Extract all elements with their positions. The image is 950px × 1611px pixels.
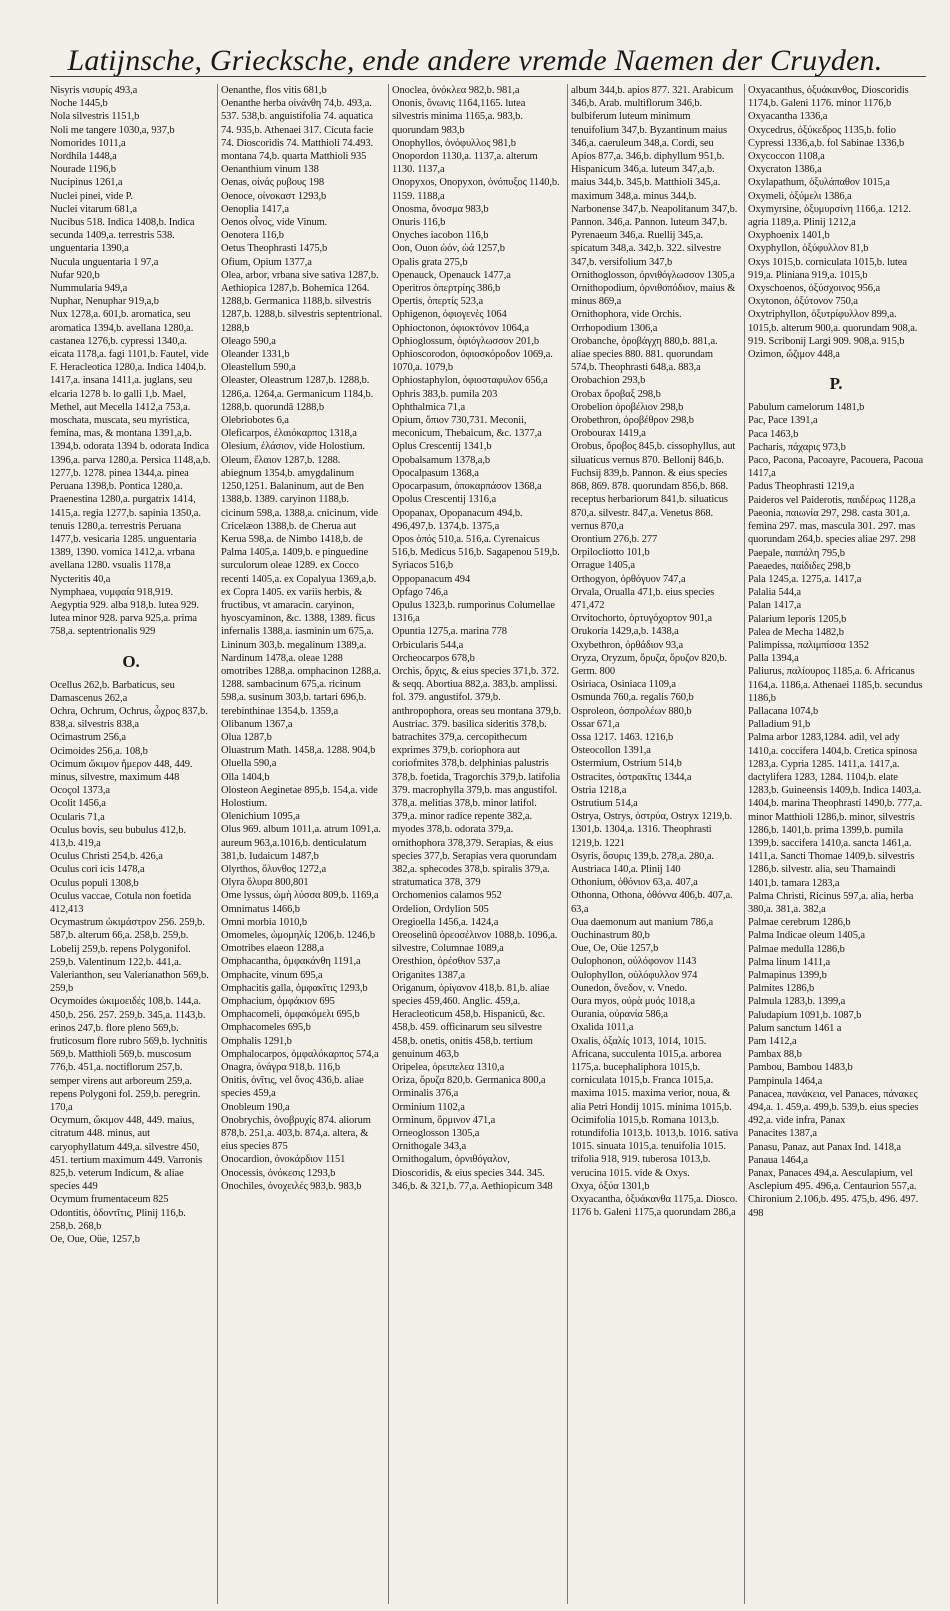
index-entry: Palimpissa, παλιμπίσσα 1352 [748,639,869,651]
index-entry: Oura myos, οὐρὰ μυός 1018,a [571,996,695,1008]
index-entry: Omphacite, vinum 695,a [221,969,323,981]
index-entry: Onobrychis, ὀνοβρυχίς 874. aliorum 878,b. 251,a. 403,b. 874,a. altera, & eius species 875 [221,1114,371,1153]
index-entry: Onagra, ὀνάγρα 918,b. 116,b [221,1062,341,1074]
index-entry: Opalis grata 275,b [392,256,468,268]
index-entry: Ophthalmica 71,a [392,401,466,413]
index-entry: Oluastrum Math. 1458,a. 1288. 904,b [221,745,376,757]
column-divider [567,84,568,1604]
index-entry: Orrague 1405,a [571,560,635,572]
index-entry: Ordelion, Ordylion 505 [392,903,489,915]
index-entry: Nuclei vitarum 681,a [50,203,137,215]
index-entry: Ostrutium 514,a [571,797,638,809]
index-entry: Palmites 1286,b [748,983,815,995]
index-entry: Orobus, ὄροβος 845,b. cissophyllus, aut siluaticus vernus 870. Bellonij 846,b. Fuchsij 839,b. Pannon. & eius species 868, 869. 878. quorundam 856,b. 868. receptus herbariorum 841,b. siluaticus 870,a. silvestr. 847,a. Venetus 868. vernus 870,a [571,441,736,532]
section-letter: P. [829,374,843,394]
index-entry: Palmapinus 1399,b [748,970,827,981]
index-entry: Omomeles, ὠμομηλίς 1206,b. 1246,b [221,930,376,941]
index-entry: Ozimon, ὤζιμον 448,a [748,349,840,361]
index-entry: Olua 1287,b [221,731,272,743]
index-entry: Oe, Oue, Oüe, 1257,b [50,1234,140,1246]
index-entry: Oxymeli, ὀξύμελι 1386,a [748,190,852,202]
index-entry: Opos ὀπός 510,a. 516,a. Cyrenaicus 516,b. Medicus 516,b. Sagapenou 519,b. Syriacos 516,b [392,533,560,572]
index-entry: album 344,b. apios 877. 321. Arabicum 346,b. Arab. multiflorum 346,b. bulbiferum luteum minimum tenuifolium 347,b. Byzantinum maius 346,a. caeruleum 348,a. Cordi, seu Apios 877,a. 346,b. diphyllum 951,b. Hispanicum 346,a. luteum 347,a,b. maius 344,b. 345,b. Matthioli 345,a. maximum 348,a. minus 344,b. Narbonense 347,b. Neapolitanum 347,b. Pannon. 346,a. Pannon. luteum 347,b. Pyrenaeum 346,a. Ruellij 345,a. spicatum 348,a. 342,b. 322. silvestre 347,b. versifolium 347,b [571,85,738,268]
index-entry: Olenichium 1095,a [221,811,300,823]
index-entry: Palmae medulla 1286,b [748,943,845,955]
index-entry: Onobleum 190,a [221,1101,290,1113]
index-entry: Nycteritis 40,a [50,573,111,585]
index-entry: Omni morbia 1010,b [221,916,307,928]
index-entry: Oleaster, Oleastrum 1287,b. 1288,b. 1286,a. 1264,a. Germanicum 1184,b. 1288,b. quorundā 1288,b [221,375,374,413]
index-entry: Pacharis, πάχαρις 973,b [748,441,846,453]
index-entry: Osiriaca, Osiniaca 1109,a [571,679,676,691]
index-entry: Oxya, ὀξύα 1301,b [571,1180,650,1192]
index-entry: Pac, Pace 1391,a [748,415,818,427]
index-entry: Ostria 1218,a [571,784,627,796]
index-entry: Olla 1404,b [221,771,270,783]
index-entry: Ornithopodium, ὀρνιθοπόδιον, maius & minus 869,a [571,283,736,308]
index-entry: Nuclei pinei, vide P. [50,190,133,202]
index-entry: Paepale, παιπάλη 795,b [748,547,845,559]
index-entry: Osproleon, ὀσπρολέων 880,b [571,705,692,717]
index-entry: Nufar 920,b [50,269,100,281]
index-entry: Pambou, Bambou 1483,b [748,1062,853,1074]
index-entry: Oxys 1015,b. corniculata 1015,b. lutea 919,a. Plinianа 919,a. 1015,b [748,256,907,281]
index-entry: Ophiostaphylon, ὀφιοσταφυλον 656,a [392,375,548,387]
index-entry: Panaua 1464,a [748,1154,808,1166]
index-entry: Omphacomeles 695,b [221,1022,311,1034]
index-entry: Paideros vel Paiderotis, παιδέρως 1128,a [748,494,916,506]
index-entry: Nymphaea, νυμφαία 918,919. Aegyptia 929. alba 918,b. lutea 929. lutea minor 928. parva 925,a. prima 758,a. septentrionalis 929 [50,586,199,638]
index-entry: Omphalocarpos, ὀμφαλόκαρπος 574,a [221,1048,379,1060]
index-entry: Osteocollon 1391,a [571,745,651,757]
index-entry: Ostrya, Ostrys, ὀστρύα, Ostryx 1219,b. 1301,b. 1304,a. 1316. Theophrasti 1219,b. 1221 [571,811,733,849]
index-entry: Omphacium, ὀμφάκιον 695 [221,996,335,1008]
index-entry: Oxytonon, ὀξύτονον 750,a [748,296,858,308]
index-entry: Opopanax, Opopanacum 494,b. 496,497,b. 1374,b. 1375,a [392,507,523,532]
index-entry: Onopordon 1130,a. 1137,a. alterum 1130. 1137,a [392,151,538,176]
index-entry: Noli me tangere 1030,a, 937,b [50,124,175,136]
index-entry: Orontium 276,b. 277 [571,533,658,545]
index-entry: Opobalsamum 1378,a,b [392,454,491,466]
index-entry: Ocymum frumentaceum 825 [50,1194,169,1206]
index-entry: Opuntia 1275,a. marina 778 [392,626,507,638]
index-entry: Oculus populi 1308,b [50,877,139,889]
index-entry: Oplus Crescentij 1341,b [392,441,492,453]
index-entry: Panax, Panaces 494,a. Aesculapium, vel Asclepium 495. 496,a. Centaurion 557,a. Chironium 2.106,b. 495. 475,b. 496. 497. 498 [748,1168,919,1219]
index-entry: Oriza, ὄρυζα 820,b. Germanica 800,a [392,1075,546,1087]
index-entry: Palarium leporis 1205,b [748,613,847,625]
index-entry: Ocimoides 256,a. 108,b [50,745,148,757]
index-entry: Oleastellum 590,a [221,362,296,374]
index-entry: Ocymum, ὤκιμον 448, 449. maius, citratum 448. minus, aut caryophyllatum 449,a. silvestre 450, 451. tertium maximum 449. Varronis 825,b. veterum Indicum, & aliae species 449 [50,1115,203,1193]
index-entry: Ophris 383,b. pumila 203 [392,388,498,400]
index-entry: Olibanum 1367,a [221,718,293,730]
index-entry: Oryza, Oryzum, ὄρυζα, ὄρυζον 820,b. Germ. 800 [571,652,727,677]
index-entry: Olyrthos, ὄλυνθος 1272,a [221,863,327,875]
index-entry: Ossa 1217. 1463. 1216,b [571,731,674,743]
index-entry: Onocardion, ὀνοκάρδιον 1151 [221,1154,346,1166]
index-entry: Orpilocliotto 101,b [571,547,650,559]
index-entry: Ocymastrum ὠκιμάστρον 256. 259,b. 587,b. alterum 66,a. 258,b. 259,b. Lobelij 259,b. repens Polygonifol. 259,b. Valentinum 122,b. 441,a. Valerianthon, seu Valerianathon 569,b. 259,b [50,917,209,995]
index-entry: Oleum, ἔλαιον 1287,b. 1288. abiegnum 1354,b. amygdalinum 1250,1251. Balaninum, aut de Ben 1388,b. 1389. caryinon 1188,b. cicinum 598,a. 1388,a. cnicinum, vide Cricelæon 1388,b. de Cherua aut Kerua 598,a. de Nimbo 1418,b. de Palma 1405,a. 1409,b. e pinguedine surculorum oleae 1289. ex Cocco recenti 1405,a. ex Copalyua 1369,a,b. ex Copra 1405. ex variis herbis, & fructibus, vt amaracin. caryinon, hyoscyaminon, &c. 1388, 1389. ficus infernalis 1388,a. iasminin um 675,a. Lininum 303,b. megalinum 1389,a. Nardinum 1478,a. oleae 1288 omotribes 1288,a. omphacinon 1288,a. 1288. sambacinum 675,a. ricinum 598,a. susinum 303,b. tartari 696,b. terebinthinae 1354,b. 1359,a [221,454,381,717]
index-entry: Ome lyssus, ὠμὴ λύσσα 809,b. 1169,a [221,890,379,902]
index-entry: Pallacana 1074,b [748,705,819,717]
column-divider [744,84,745,1604]
index-entry: Panacites 1387,a [748,1128,817,1140]
index-entry: Ocimastrum 256,a [50,732,126,744]
index-entry: Oculus vaccae, Cotula non foetida 412,413 [50,890,192,915]
index-entry: Oxymyrsine, ὀξυμυρσίνη 1166,a. 1212. agria 1189,a. Plinij 1212,a [748,203,911,229]
index-entry: Panasu, Panaz, aut Panax Ind. 1418,a [748,1141,901,1153]
index-entry: Oleago 590,a [221,335,276,347]
index-entry: Palan 1417,a [748,600,802,612]
index-entry: Oenoplia 1417,a [221,203,289,215]
index-entry: Oulophyllon, οὐλόφυλλον 974 [571,969,698,981]
index-entry: Ophioscorodon, ὀφιοσκόροδον 1069,a. 1070,a. 1079,b [392,349,553,374]
index-entry: Ouchinastrum 80,b [571,930,650,941]
index-entry: Oua daemonum aut manium 786,a [571,916,714,928]
index-entry: Palmula 1283,b. 1399,a [748,996,846,1008]
index-entry: Onuris 116,b [392,217,446,229]
index-entry: Oxyacanthus, ὀξυάκανθος, Dioscoridis 1174,b. Galeni 1176. minor 1176,b [748,85,909,110]
index-entry: Oxyacantha 1336,a [748,111,828,123]
index-entry: Orobelion ὀροβέλιον 298,b [571,401,684,413]
index-entry: Palma Christi, Ricinus 597,a. alia, herba 380,a. 381,a. 382,a [748,890,914,915]
index-entry: Orobachion 293,b [571,375,646,387]
index-entry: Olyra ὄλυρα 800,801 [221,877,309,889]
index-entry: Oregioella 1456,a. 1424,a [392,916,499,928]
index-entry: Palmae cerebrum 1286,b [748,917,851,929]
index-entry: Paeaedes, παίδιδες 298,b [748,560,851,572]
index-entry: Othonna, Othona, ὀθόννα 406,b. 407,a. 63,a [571,890,733,915]
index-entry: Ocularis 71,a [50,811,105,823]
index-entry: Oenanthe, flos vitis 681,b [221,85,327,96]
index-entry: Oreoselinū ὀρεοσέλινον 1088,b. 1096,a. silvestre, Columnae 1089,a [392,930,558,955]
index-entry: Palma linum 1411,a [748,956,831,968]
index-entry: Orobourax 1419,a [571,428,646,440]
index-entry: Orobethron, ὀροβέθρον 298,b [571,415,694,427]
index-entry: Palla 1394,a [748,653,799,665]
index-entry: Pambax 88,b [748,1049,802,1061]
index-entry: Osyris, ὄσυρις 139,b. 278,a. 280,a. Austriaca 140,a. Plinij 140 [571,850,714,875]
index-entry: Ornithophora, vide Orchis. [571,309,682,321]
index-entry: Omphalis 1291,b [221,1035,292,1047]
index-entry: Opertis, ὀπερτίς 523,a [392,296,484,308]
index-entry: Ourania, οὐρανία 586,a [571,1009,668,1021]
index-entry: Oripelea, ὀρειπελεα 1310,a [392,1062,505,1074]
index-entry: Onitis, ὀνῖτις, vel ὄνος 436,b. aliae species 459,a [221,1075,364,1100]
index-entry: Oppopanacum 494 [392,573,471,585]
index-column-4 [571,84,739,1604]
index-entry: Olus 969. album 1011,a. atrum 1091,a. aureum 963,a.1016,b. denticulatum 381,b. Iudaicum 1487,b [221,824,381,862]
index-entry: Orrhopodium 1306,a [571,322,658,334]
index-entry: Ophioglossum, ὀφιόγλωσσον 201,b [392,335,540,347]
index-entry: Onochiles, ὀνοχειλές 983,b. 983,b [221,1180,362,1192]
index-entry: Ophioctonon, ὀφιοκτόνον 1064,a [392,322,529,334]
index-entry: Palladium 91,b [748,719,811,731]
index-entry: Ostracites, ὀστρακῖτις 1344,a [571,771,692,783]
index-entry: Paliurus, παλίουρος 1185,a. 6. Africanus 1164,a. 1186,a. Athenaei 1185,b. secundus 1186,b [748,666,923,704]
index-entry: Oleander 1331,b [221,349,290,361]
index-entry: Ocymoides ὠκιμοειδές 108,b. 144,a. 450,b. 256. 257. 259,b. 345,a. 1143,b. erinos 247,b. flore pleno 569,b. fruticosum flore rubro 569,b. lychnitis 569,b. Matthioli 569,b. muscosum 776,b. 451,a. noctiflorum 257,b. semper virens aut arboreum 259,a. repens Polygoni fol. 259,b. peregrin. 170,a [50,996,208,1114]
index-entry: Paca 1463,b [748,428,799,440]
index-entry: Oxycraton 1386,a [748,164,822,176]
index-entry: Ononis, ὄνωνις 1164,1165. lutea silvestris minima 1165,a. 983,b. quorundam 983,b [392,98,526,136]
index-entry: Nourade 1196,b [50,164,116,176]
index-entry: Nola silvestris 1151,b [50,111,140,123]
index-entry: Onopyxos, Onopyxon, ὀνόπυξος 1140,b. 1159. 1188,a [392,177,560,202]
index-entry: Opolus Crescentij 1316,a [392,494,497,506]
index-entry: Nisyris νισυρίς 493,a [50,85,138,96]
index-entry: Oxyschoenos, ὀξύσχοινος 956,a [748,283,881,295]
index-entry: Ocolit 1456,a [50,798,106,810]
index-entry: Opium, ὄπιον 730,731. Meconii, meconicum, Thebaicum, &c. 1377,a [392,415,542,440]
index-entry: Orthogyon, ὀρθόγυον 747,a [571,573,686,585]
index-entry: Ophigenon, ὀφιογενὲς 1064 [392,309,507,321]
index-entry: Pampinula 1464,a [748,1075,823,1087]
index-entry: Paco, Pacona, Pacoayre, Pacouera, Pacoua 1417,a [748,455,924,480]
index-entry: Nucipinus 1261,a [50,177,123,189]
index-entry: Padus Theophrasti 1219,a [748,481,855,493]
index-entry: Oxytriphyllon, ὀξυτρίφυλλον 899,a. 1015,b. alterum 900,a. quorundam 908,a. 919. Scribonij Largi 909. 908,a. 915,b [748,309,918,347]
index-entry: Nuphar, Nenuphar 919,a,b [50,296,159,308]
title-rule [50,76,926,77]
index-entry: Oenotera 116,b [221,230,284,242]
index-entry: Oxybethron, ὀρθάδιον 93,a [571,639,684,651]
index-entry: Palum sanctum 1461 a [748,1022,842,1034]
index-entry: Ocoçol 1373,a [50,785,110,797]
index-entry: Palma Indicae oleum 1405,a [748,930,865,942]
index-entry: Opfago 746,a [392,586,448,598]
index-entry: Oenos οἶνος, vide Vinum. [221,217,328,229]
index-entry: Ornithogalum, ὀρνιθόγαλον, Dioscoridis, & eius species 344. 345. 346,b. & 321,b. 77,a. Aethiopicum 348 [392,1154,553,1192]
index-entry: Origanites 1387,a [392,969,465,981]
index-entry: Pam 1412,a [748,1036,797,1048]
index-entry: Olebriobotes 6,a [221,415,289,427]
index-column-1 [50,84,212,1604]
index-entry: Omnimatus 1466,b [221,903,300,915]
index-entry: Oenanthium vinum 138 [221,164,319,176]
index-entry: Oleficarpos, ἐλαιόκαρπος 1318,a [221,428,357,440]
index-entry: Orvala, Orualla 471,b. eius species 471,472 [571,586,715,611]
index-column-5 [748,84,924,1604]
index-entry: Omphacantha, ὀμφακάνθη 1191,a [221,956,361,968]
index-entry: Oxylapathum, ὀξυλάπαθον 1015,a [748,177,890,189]
index-entry: Omphacomeli, ὀμφακόμελι 695,b [221,1009,360,1021]
index-entry: Olosteon Aeginetae 895,b. 154,a. vide Holostium. [221,784,378,809]
index-entry: Oulophonon, οὐλόφονον 1143 [571,956,697,968]
index-entry: Pabulum camelorum 1481,b [748,402,865,414]
index-entry: Orvitochorto, ὀρτυγόχορτον 901,a [571,613,712,625]
index-entry: Origanum, ὀρίγανον 418,b. 81,b. aliae species 459,460. Anglic. 459,a. Heracleoticum 458,b. Hispanicū, &c. 458,b. 459. officinarum seu silvestre 458,b. onetis, onitis 458,b. tertium genuinum 463,b [392,982,550,1060]
index-entry: Nomorides 1011,a [50,137,126,149]
index-entry: Ocellus 262,b. Barbaticus, seu Damascenus 262,a [50,679,175,704]
index-entry: Openauck, Openauck 1477,a [392,269,511,281]
index-entry: Oxalis, ὀξαλίς 1013, 1014, 1015. Africana, succulenta 1015,a. arborea 1175,a. bucephaliphora 1015,b. corniculata 1015,b. Franca 1015,a. maxima 1015. maxima verior, noua, & alia Petri Hondij 1015. minima 1015,b. Ocimifolia 1015,b. Romana 1013,b. rotundifolia 1013,b. 1013,b. 1016. sativa 1015. sinuata 1015,a. tenuifolia 1015. trifolia 918, 919. tuberosa 1013,b. verucina 1015. vide & Oxys. [571,1035,739,1179]
index-entry: Oxycoccon 1108,a [748,151,825,163]
index-entry: Opulus 1323,b. rumporinus Columellae 1316,a [392,599,555,625]
index-entry: Nucula unguentaria 1 97,a [50,256,159,268]
index-entry: Orminium 1102,a [392,1101,465,1113]
index-entry: Orminum, ὅρμινον 471,a [392,1114,496,1126]
index-entry: Opocarpasum, ὀποκαρπάσον 1368,a [392,481,542,493]
index-entry: Orchomenios calamos 952 [392,890,502,902]
index-entry: Oenoce, οἰνοκαστ 1293,b [221,190,327,202]
index-entry: Omotribes elaeon 1288,a [221,943,324,955]
index-entry: Oculus Christi 254,b. 426,a [50,851,163,863]
index-entry: Oetus Theophrasti 1475,b [221,243,328,255]
index-entry: Orukoria 1429,a,b. 1438,a [571,626,679,638]
page-title: Latijnsche, Griecksche, ende andere vremde Naemen der Cruyden. [67,44,883,77]
index-entry: Orcheocarpos 678,b [392,652,475,664]
index-entry: Ochra, Ochrum, Ochrus, ὦχρος 837,b. 838,a. silvestris 838,a [50,705,208,731]
index-entry: Omphacitis galla, ὀμφακῖτις 1293,b [221,982,368,994]
index-entry: Nummularia 949,a [50,283,128,295]
index-entry: Oxalida 1011,a [571,1022,634,1034]
index-entry: Ofium, Opium 1377,a [221,256,312,268]
index-entry: Oxyphyllon, ὀξύφυλλον 81,b [748,243,869,255]
column-divider [388,84,389,1604]
column-divider [217,84,218,1604]
index-entry: Ounedon, ὄνεδον, v. Vnedo. [571,982,687,994]
index-entry: Onoclea, ὀνόκλεα 982,b. 981,a [392,85,520,96]
index-entry: Ossar 671,a [571,718,620,730]
index-entry: Orobanche, ὀροβάγχη 880,b. 881,a. aliae species 880. 881. quorundam 574,b. Theophrasti 648,a. 883,a [571,335,718,374]
index-entry: Ocimum ὤκιμον ἥμερον 448, 449. minus, silvestre, maximum 448 [50,758,193,783]
index-entry: Paeonia, παιωνία 297, 298. casta 301,a. femina 297. mas, mascula 301. 297. mas quorundam 264,b. species aliae 297. 298 [748,507,916,546]
index-entry: Oenas, οἰνάς ρυβους 198 [221,177,325,189]
index-entry: Oresthion, ὀρέσθιον 537,a [392,956,501,968]
index-entry: Panacea, πανάκεια, vel Panaces, πάνακες 494,a. 1. 459,a. 499,b. 539,b. eius species 492,a. vide infra, Panax [748,1088,919,1127]
index-entry: Orneoglosson 1305,a [392,1128,480,1140]
index-entry: Nucibus 518. Indica 1408,b. Indica secunda 1409,a. terrestris 538. unguentaria 1390,a [50,217,195,255]
index-entry: Osmunda 760,a. regalis 760,b [571,692,694,704]
index-entry: Orbicularis 544,a [392,639,464,651]
index-entry: Orminalis 376,a [392,1088,459,1100]
index-entry: Nordhila 1448,a [50,151,117,163]
index-entry: Oculus cori icis 1478,a [50,864,145,876]
index-entry: Palalia 544,a [748,587,801,599]
index-column-3 [392,84,562,1604]
index-entry: Olesium, ἐλάσιον, vide Holostium. [221,441,365,453]
section-letter: O. [122,651,140,671]
index-entry: Paludapium 1091,b. 1087,b [748,1009,862,1021]
index-entry: Ostermium, Ostrium 514,b [571,758,682,770]
index-columns [50,84,926,1604]
index-entry: Pala 1245,a. 1275,a. 1417,a [748,573,862,585]
index-entry: Onosma, ὄνοσμα 983,b [392,203,489,215]
index-entry: Ornithoglosson, ὀρνιθόγλωσσον 1305,a [571,269,735,281]
index-entry: Oluella 590,a [221,758,277,770]
index-entry: Oenanthe herba οἰνάνθη 74,b. 493,a. 537. 538,b. anguistifolia 74. aquatica 74. 935,b. Athenaei 317. Cicuta facie 74. Dioscoridis 74. Matthioli 74.493. montana 74,b. quarta Matthioli 935 [221,98,374,163]
index-entry: Oculus bovis, seu bubulus 412,b. 413,b. 419,a [50,824,186,849]
index-entry: Oon, Ouon ὠόν, ὠά 1257,b [392,243,505,255]
index-entry: Palma arbor 1283,1284. adil, vel ady 1410,a. coccifera 1404,b. Cretica spinosa 1283,a. Cypria 1285. 1411,a. 1417,a. dactylifera 1283, 1284. 1104,b. elate 1283,b. Guineensis 1409,b. Indica 1403,a. 1404,b. marina Theophrasti 1490,b. 777,a. minor Matthioli 1286,b. minor, silvestris 1286,b. 1401,b. prima 1399,b. pumila 1399,b. saccifera 1410,a. sancta 1461,a. 1411,a. Sancti Thomae 1409,b. silvestris 1286,b. silvestr. alia, seu Thamaindi 1401,b. tamara 1283,a [748,732,923,889]
index-entry: Onocessis, ὀνόκεσις 1293,b [221,1167,336,1179]
index-entry: Opocalpasum 1368,a [392,467,479,479]
index-entry: Onyches iacobon 116,b [392,230,489,242]
index-entry: Nux 1278,a. 601,b. aromatica, seu aromatica 1394,b. avellana 1280,a. castanea 1276,b. cypressi 1340,a. eicata 1178,a. fagi 1101,b. Fautel, vide F. Heracleotica 1280,a. Indica 1404,b. 1417,a. insana 1411,a. juglans, seu elcaria 1278 b. lo galli 1,b. Mael, Methel, aut Mecella 1412,a 753,a. moschata, muscata, seu myristica, femina, mas, & montana 1391,a,b. 1394,b. odorata 1394 b. odorata Indica 1396,a. parva 1280,a. Persica 1148,a,b. 1277,b. 1278. pinea 1344,a. pinea Peruana 1398,b. Pontica 1280,a. Praenestina 1280,a. purgatrix 1414, 1415,a. regia 1277,b. sapinia 1350,a. tenuis 1280,a. terrestris Peruana 1477,b. vesicaria 1285. unguentaria 1389, 1390. vomica 1412,a. vrbana avellana 1280. vsualis 1178,a [50,309,211,572]
index-entry: Oxyphoenix 1401,b [748,230,830,242]
index-entry: Ornithogale 343,a [392,1141,467,1153]
index-entry: Oxycedrus, ὀξύκεδρος 1135,b. folio Cypressi 1336,a,b. fol Sabinae 1336,b [748,124,905,149]
index-entry: Oue, Oe, Oüe 1257,b [571,943,659,955]
index-entry: Oxyacantha, ὀξυάκανθα 1175,a. Diosco. 1176 b. Galeni 1175,a quorundam 286,a [571,1194,738,1219]
index-entry: Onophyllos, ὀνόφυλλος 981,b [392,137,516,149]
index-entry: Odontitis, ὀδοντῖτις, Plinij 116,b. 258,b. 268,b [50,1207,186,1232]
index-entry: Olea, arbor, vrbana sive sativa 1287,b. Aethiopica 1287,b. Bohemica 1264. 1288,b. Germanica 1188,b. silvestris 1287,b. 1288,b. silvestris septentrional. 1288,b [221,269,382,334]
index-entry: Noche 1445,b [50,98,108,110]
index-entry: Orobax ὄροβαξ 298,b [571,388,661,400]
index-entry: Palea de Mecha 1482,b [748,626,844,638]
index-entry: Operitros ὀπερτρίης 386,b [392,283,501,295]
index-entry: Orchis, ὄρχις, & eius species 371,b. 372. & seqq. Abortiua 882,a. 383,b. amplissi. fol. 379. angustifol. 379,b. anthropophora, oreas seu montana 379,b. Austriac. 379. basilica sideritis 378,b. batrachites 379,a. cercopithecum exprimes 379,b. coriophora aut coriofmites 378,b. delphinias palustris 378,b. foetida, Tragorchis 379,b. latifolia 379. macrophylla 379,b. mas angustifol. 378,a. melitias 378,b. minor latifol. 379,a. minor radice repente 382,a. myodes 378,b. odorata 379,a. ornithophora 378,379. Serapias, & eius species 377,b. Serapias vera quorundam 382,a. sphecodes 378,b. spiralis 379,a. stratumatica 378, 379 [392,665,562,889]
index-entry: Othonium, ὀθόνιον 63,a. 407,a [571,877,698,889]
index-column-2 [221,84,383,1604]
